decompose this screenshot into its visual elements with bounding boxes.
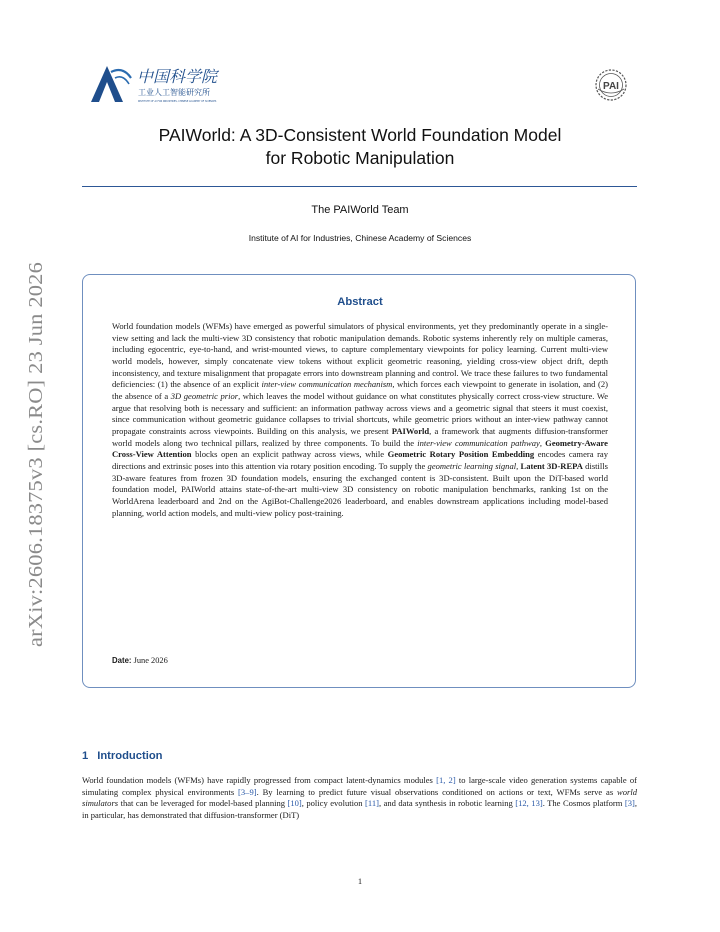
abstract-emph: inter-view communication pathway — [417, 437, 540, 448]
date-label: Date: — [112, 656, 132, 665]
intro-text: , in particular, has demonstrated that diffusion-transformer (DiT) — [82, 798, 638, 821]
intro-text: . By learning to predict future visual observations conditioned on actions or text, WFMs serve as — [256, 786, 618, 797]
logo-org-cn: 中国科学院 — [137, 67, 218, 86]
intro-emph: world simulators — [82, 786, 637, 809]
abstract-bold: Geometric Rotary Position Embedding — [387, 449, 535, 460]
title-line-2: for Robotic Manipulation — [265, 148, 455, 168]
intro-text: , policy evolution — [301, 798, 366, 809]
abstract-text: , which forces each viewpoint to generate in isolation, and (2) the absence of a — [112, 379, 608, 401]
abstract-bold: PAIWorld — [391, 425, 430, 436]
citation-link[interactable]: [10] — [287, 798, 302, 809]
arxiv-stamp — [20, 262, 50, 647]
title-divider — [82, 186, 637, 187]
abstract-body — [112, 321, 608, 519]
arxiv-stamp-text: arXiv:2606.18375v3 [cs.RO] 23 Jun 2026 — [25, 294, 47, 647]
paper-title — [110, 124, 610, 170]
pai-logo — [590, 67, 632, 103]
abstract-text: , — [516, 460, 521, 471]
abstract-emph: geometric learning signal — [427, 460, 517, 471]
affiliation: Institute of AI for Industries, Chinese Academy of Sciences — [248, 233, 472, 243]
abstract-text: blocks open an explicit pathway across views, while — [191, 449, 388, 460]
abstract-text: , a framework that augments diffusion-transformer world models along two technical pillars, realized by three components. To build the — [112, 425, 608, 448]
abstract-box — [82, 274, 636, 688]
abstract-emph: inter-view communication mechanism — [261, 379, 393, 390]
abstract-text: distills 3D-aware features from frozen 3D foundation models, ensuring the exchanged content is 3D-consistent. Built upon the DiT-based world foundation model, PAIWorld attains state-of-the-art multi-view 3D consistency on robotic manipulation benchmarks, ranking 1st on the WorldArena leaderboard and 2nd on the AgiBot-Challenge2026 leaderboard, and enables downstream applications including model-based planning, world action models, and multi-view policy post-training. — [112, 460, 608, 518]
citation-link[interactable]: [11] — [365, 798, 379, 809]
institute-logo — [89, 62, 249, 104]
author-team: The PAIWorld Team — [311, 204, 409, 216]
abstract-text: , which leaves the model without guidance on what constitutes physically correct cross-view structure. We argue that resolving both is necessary and sufficient: an information pathway across views and a geometric signal that steers it must coexist, since communication without geometric guidance collapses to trivial shortcuts, while geometric priors without an inter-view pathway cannot propagate constraints across viewpoints. Building on this analysis, we present — [112, 390, 609, 436]
intro-paragraph — [82, 775, 637, 822]
abstract-emph: 3D geometric prior — [170, 390, 239, 401]
abstract-bold: Geometry-Aware Cross-View Attention — [112, 437, 608, 460]
citation-link[interactable]: [1, 2] — [436, 775, 456, 785]
abstract-text: , — [539, 437, 546, 448]
citation-link[interactable]: [12, 13] — [515, 798, 543, 809]
date-line — [112, 656, 168, 665]
citation-link[interactable]: [3] — [624, 798, 635, 809]
section-title: Introduction — [97, 750, 163, 762]
page-number: 1 — [357, 876, 363, 886]
logo-emblem-icon — [91, 66, 131, 102]
title-line-1: PAIWorld: A 3D-Consistent World Foundation Model — [158, 125, 562, 145]
abstract-heading: Abstract — [337, 296, 383, 308]
intro-text: . The Cosmos platform — [542, 798, 625, 809]
logo-inst-cn: 工业人工智能研究所 — [138, 88, 210, 97]
citation-link[interactable]: [3–9] — [238, 786, 257, 797]
date-value: June 2026 — [133, 656, 168, 665]
pai-logo-text: PAI — [603, 81, 619, 92]
logo-inst-en: INSTITUTE OF AI FOR INDUSTRIES, CHINESE ACADEMY OF SCIENCES — [138, 100, 217, 103]
section-heading — [82, 750, 162, 762]
section-number: 1 — [82, 750, 89, 762]
abstract-text: encodes camera ray directions and extrinsic poses into this attention via rotary position encoding. To supply the — [112, 449, 608, 471]
intro-text: , and data synthesis in robotic learning — [378, 798, 516, 809]
intro-text: to large-scale video generation systems capable of simulating complex physical environments — [82, 775, 637, 797]
abstract-text: World foundation models (WFMs) have emerged as powerful simulators of physical environments, yet they predominantly operate in a single-view setting and lack the multi-view 3D consistency that robotic manipulation demands. Robotic systems inherently rely on multiple cameras, including egocentric, eye-to-hand, and wrist-mounted views, to capture complementary viewpoints for policy learning. Current multi-view world models, however, simply concatenate view tokens without explicit geometric reasoning, yielding cross-view object drift, depth inconsistency, and texture misalignment that propagate errors into downstream planning and control. We trace these failures to two fundamental deficiencies: (1) the absence of an explicit — [112, 321, 608, 390]
abstract-bold: Latent 3D-REPA — [520, 460, 583, 471]
intro-text: that can be leveraged for model-based planning — [118, 798, 288, 809]
intro-text: World foundation models (WFMs) have rapidly progressed from compact latent-dynamics modules — [82, 775, 437, 785]
